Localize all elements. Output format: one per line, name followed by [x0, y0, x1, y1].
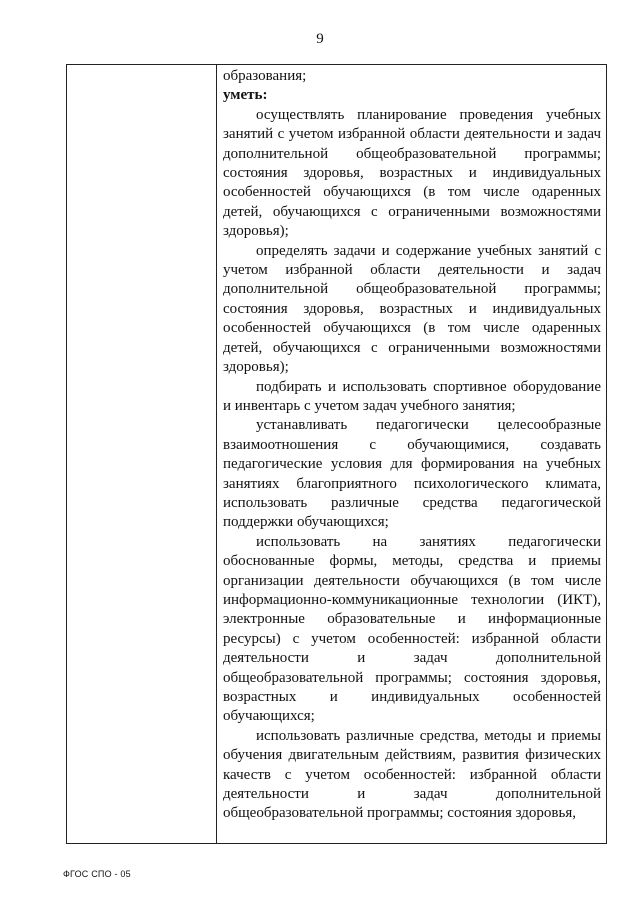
table-right-cell — [218, 65, 606, 843]
section-heading-skills: уметь: — [223, 87, 268, 104]
paragraph-continuation: образования; — [223, 68, 307, 84]
paragraph-goals: определять задачи и содержание учебных занятий с учетом избранной области деятельности и задач дополнительной общеобразовательной программы; состояния здоровья, возрастных и индивидуальных особенностей обучающихся (в том числе одаренных детей, обучающихся с ограниченными возможностями здоровья); — [223, 242, 601, 376]
paragraph-methods: использовать на занятиях педагогически обоснованные формы, методы, средства и приемы организации деятельности обучающихся (в том числе информационно-коммуникационные технологии (ИКТ), электронные образовательные и информационные ресурсы) с учетом особенностей: избранной области деятельности и задач дополнительной общеобразовательной программы; состояния здоровья, возрастных и индивидуальных особенностей обучающихся; — [223, 533, 601, 725]
page-number: 9 — [316, 31, 324, 47]
paragraph-motor-training: использовать различные средства, методы и приемы обучения двигательным действиям, развития физических качеств с учетом особенностей: избранной области деятельности и задач дополнительной общеобразовательной программы; состояния здоровья, — [223, 727, 601, 822]
table-left-cell — [67, 65, 217, 843]
paragraph-relations: устанавливать педагогически целесообразные взаимоотношения с обучающимися, создавать педагогические условия для формирования на учебных занятиях благоприятного психологического климата, использовать различные средства педагогической поддержки обучающихся; — [223, 417, 601, 531]
paragraph-planning: осуществлять планирование проведения учебных занятий с учетом избранной области деятельности и задач дополнительной общеобразовательной программы; состояния здоровья, возрастных и индивидуальных особенностей обучающихся (в том числе одаренных детей, обучающихся с ограниченными возможностями здоровья); — [223, 106, 601, 240]
footer-label: ФГОС СПО - 05 — [63, 869, 131, 879]
standard-table — [66, 64, 607, 844]
paragraph-equipment: подбирать и использовать спортивное оборудование и инвентарь с учетом задач учебного занятия; — [223, 378, 601, 414]
